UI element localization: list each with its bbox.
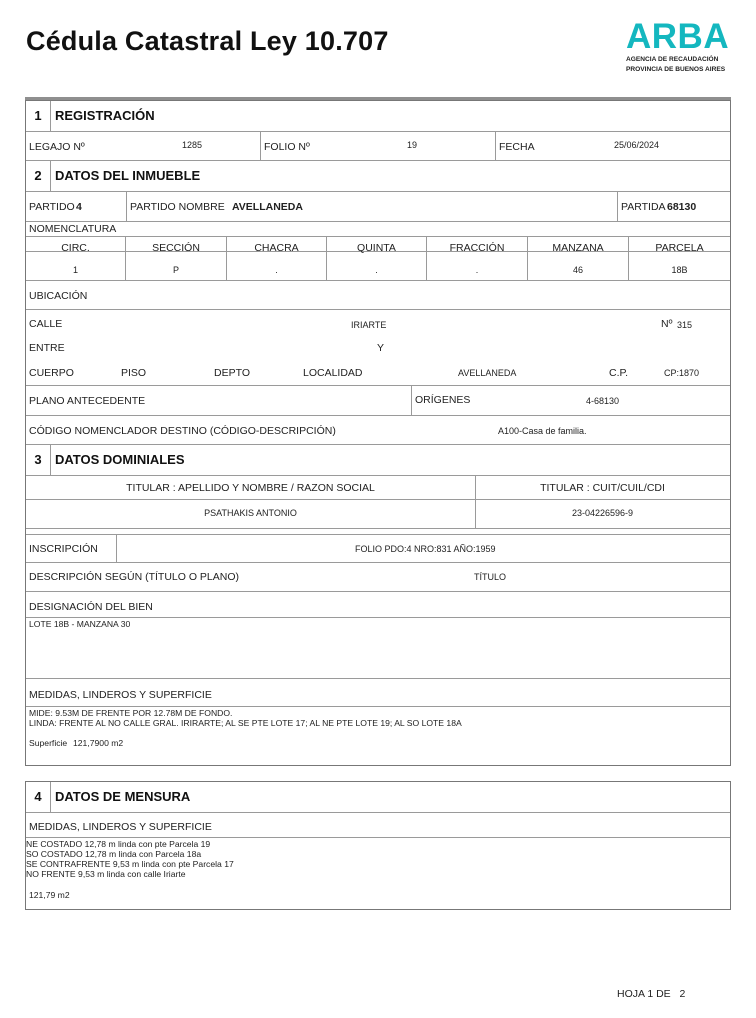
inscripcion-label: INSCRIPCIÓN bbox=[29, 543, 98, 555]
medidas-text-row bbox=[26, 707, 730, 769]
nom-value-parcela: 18B bbox=[671, 265, 688, 275]
ubicacion-row bbox=[26, 281, 730, 309]
logo-word: ARBA bbox=[626, 17, 730, 56]
titular-header-row bbox=[26, 476, 730, 500]
mensura-text-row bbox=[26, 838, 730, 909]
nom-header-circ: CIRC. bbox=[26, 237, 126, 251]
nomenclatura-label-row bbox=[26, 222, 730, 236]
nom-value-seccion: P bbox=[126, 252, 227, 280]
section-number: 1 bbox=[26, 101, 51, 131]
section-2-header bbox=[26, 161, 730, 192]
section-4-header bbox=[26, 782, 730, 813]
entre-value: Y bbox=[377, 342, 385, 354]
plano-row bbox=[26, 386, 730, 416]
legajo-value: 1285 bbox=[182, 140, 203, 150]
medidas-line-1: MIDE: 9.53M DE FRENTE POR 12.78M DE FONDO. bbox=[29, 708, 233, 718]
designacion-value: LOTE 18B - MANZANA 30 bbox=[29, 619, 131, 629]
designacion-value-row bbox=[26, 618, 730, 679]
section-number: 4 bbox=[26, 782, 51, 812]
partido-nombre-value: AVELLANEDA bbox=[232, 201, 303, 213]
section-title: REGISTRACIÓN bbox=[55, 108, 155, 123]
entre-label: ENTRE bbox=[29, 342, 65, 354]
main-form bbox=[25, 100, 731, 766]
codigo-label: CÓDIGO NOMENCLADOR DESTINO (CÓDIGO-DESCRIPCIÓN) bbox=[29, 425, 336, 437]
cuerpo-label: CUERPO bbox=[29, 367, 74, 379]
nom-value-chacra: . bbox=[227, 252, 327, 280]
mensura-line-3: SE CONTRAFRENTE 9,53 m linda con pte Parcela 17 bbox=[26, 859, 234, 869]
section-1-header bbox=[26, 101, 730, 132]
titular-label: TITULAR : APELLIDO Y NOMBRE / RAZON SOCIAL bbox=[126, 482, 375, 494]
codigo-row bbox=[26, 416, 730, 445]
nom-header-manzana: MANZANA bbox=[528, 237, 629, 251]
section-title: DATOS DOMINIALES bbox=[55, 452, 185, 467]
nom-value-circ: 1 bbox=[26, 252, 126, 280]
fecha-label: FECHA bbox=[499, 141, 535, 153]
partida-label: PARTIDA bbox=[621, 201, 666, 213]
hoja-label: HOJA 1 DE bbox=[617, 988, 671, 1000]
partido-nombre-label: PARTIDO NOMBRE bbox=[130, 201, 225, 213]
section-number: 3 bbox=[26, 445, 51, 475]
entre-row bbox=[26, 334, 730, 359]
section-title: DATOS DE MENSURA bbox=[55, 789, 191, 804]
section-number: 2 bbox=[26, 161, 51, 191]
logo-subtitle-1: AGENCIA DE RECAUDACIÓN bbox=[626, 56, 719, 63]
descripcion-label: DESCRIPCIÓN SEGÚN (TÍTULO O PLANO) bbox=[29, 571, 240, 583]
superficie-value: 121,7900 m2 bbox=[73, 738, 124, 748]
nom-value-quinta: . bbox=[327, 252, 427, 280]
cuit-value: 23-04226596-9 bbox=[571, 508, 634, 518]
page-title: Cédula Catastral Ley 10.707 bbox=[26, 26, 389, 56]
nom-value-manzana: 46 bbox=[528, 252, 629, 280]
codigo-value: A100-Casa de familia. bbox=[498, 426, 587, 436]
medidas-line-2: LINDA: FRENTE AL NO CALLE GRAL. IRIRARTE; AL SE PTE LOTE 17; AL NE PTE LOTE 19; AL SO LOTE 18A bbox=[29, 718, 462, 728]
mensura-form bbox=[25, 781, 731, 910]
numero-value: 315 bbox=[677, 320, 693, 330]
fecha-value: 25/06/2024 bbox=[614, 140, 660, 150]
mensura-line-1: NE COSTADO 12,78 m linda con pte Parcela 19 bbox=[26, 839, 211, 849]
logo-subtitle-2: PROVINCIA DE BUENOS AIRES bbox=[626, 65, 726, 73]
superficie-label: Superficie bbox=[29, 738, 68, 748]
ubicacion-label: UBICACIÓN bbox=[29, 290, 88, 302]
calle-value: IRIARTE bbox=[351, 320, 387, 330]
nom-value-fraccion: . bbox=[427, 252, 528, 280]
folio-label: FOLIO Nº bbox=[264, 141, 310, 153]
medidas-label: MEDIDAS, LINDEROS Y SUPERFICIE bbox=[29, 689, 212, 701]
page-footer bbox=[617, 988, 685, 1000]
section-title: DATOS DEL INMUEBLE bbox=[55, 168, 201, 183]
nomenclatura-headers bbox=[26, 236, 730, 252]
mensura-medidas-label-row bbox=[26, 813, 730, 838]
descripcion-row bbox=[26, 563, 730, 592]
partido-value: 4 bbox=[76, 201, 82, 213]
hoja-total: 2 bbox=[679, 988, 686, 1000]
descripcion-value: TÍTULO bbox=[474, 572, 507, 582]
designacion-label-row bbox=[26, 592, 730, 618]
titular-value: PSATHAKIS ANTONIO bbox=[204, 508, 297, 518]
localidad-value: AVELLANEDA bbox=[458, 368, 517, 378]
mensura-line-2: SO COSTADO 12,78 m linda con Parcela 18a bbox=[26, 849, 202, 859]
mensura-medidas-label: MEDIDAS, LINDEROS Y SUPERFICIE bbox=[29, 821, 212, 833]
cp-label: C.P. bbox=[609, 367, 629, 379]
arba-logo bbox=[626, 17, 736, 73]
nom-header-seccion: SECCIÓN bbox=[126, 237, 227, 251]
origenes-label: ORÍGENES bbox=[415, 394, 471, 406]
medidas-label-row bbox=[26, 679, 730, 707]
localidad-label: LOCALIDAD bbox=[303, 367, 363, 379]
titular-values-row bbox=[26, 500, 730, 529]
section-3-header bbox=[26, 445, 730, 476]
registracion-row bbox=[26, 132, 730, 161]
folio-value: 19 bbox=[407, 140, 418, 150]
calle-label: CALLE bbox=[29, 318, 63, 330]
nom-header-fraccion: FRACCIÓN bbox=[427, 237, 528, 251]
depto-label: DEPTO bbox=[214, 367, 250, 379]
cp-value: CP:1870 bbox=[664, 368, 700, 378]
nom-header-chacra: CHACRA bbox=[227, 237, 327, 251]
nom-header-quinta: QUINTA bbox=[327, 237, 427, 251]
nomenclatura-label: NOMENCLATURA bbox=[29, 223, 117, 235]
nomenclatura-values bbox=[26, 252, 730, 281]
nom-header-parcela: PARCELA bbox=[655, 242, 704, 254]
plano-label: PLANO ANTECEDENTE bbox=[29, 395, 146, 407]
partido-label: PARTIDO bbox=[29, 201, 75, 213]
inscripcion-row bbox=[26, 535, 730, 563]
origenes-value: 4-68130 bbox=[586, 396, 620, 406]
partido-row bbox=[26, 192, 730, 222]
mensura-superficie: 121,79 m2 bbox=[29, 890, 70, 900]
legajo-label: LEGAJO Nº bbox=[29, 141, 85, 153]
cuerpo-row bbox=[26, 359, 730, 386]
piso-label: PISO bbox=[121, 367, 147, 379]
calle-row bbox=[26, 309, 730, 334]
mensura-line-4: NO FRENTE 9,53 m linda con calle Iriarte bbox=[26, 869, 186, 879]
numero-label: Nº bbox=[661, 318, 673, 330]
designacion-label: DESIGNACIÓN DEL BIEN bbox=[29, 601, 153, 613]
partida-value: 68130 bbox=[667, 201, 697, 213]
inscripcion-value: FOLIO PDO:4 NRO:831 AÑO:1959 bbox=[355, 544, 496, 554]
cuit-label: TITULAR : CUIT/CUIL/CDI bbox=[540, 482, 665, 494]
